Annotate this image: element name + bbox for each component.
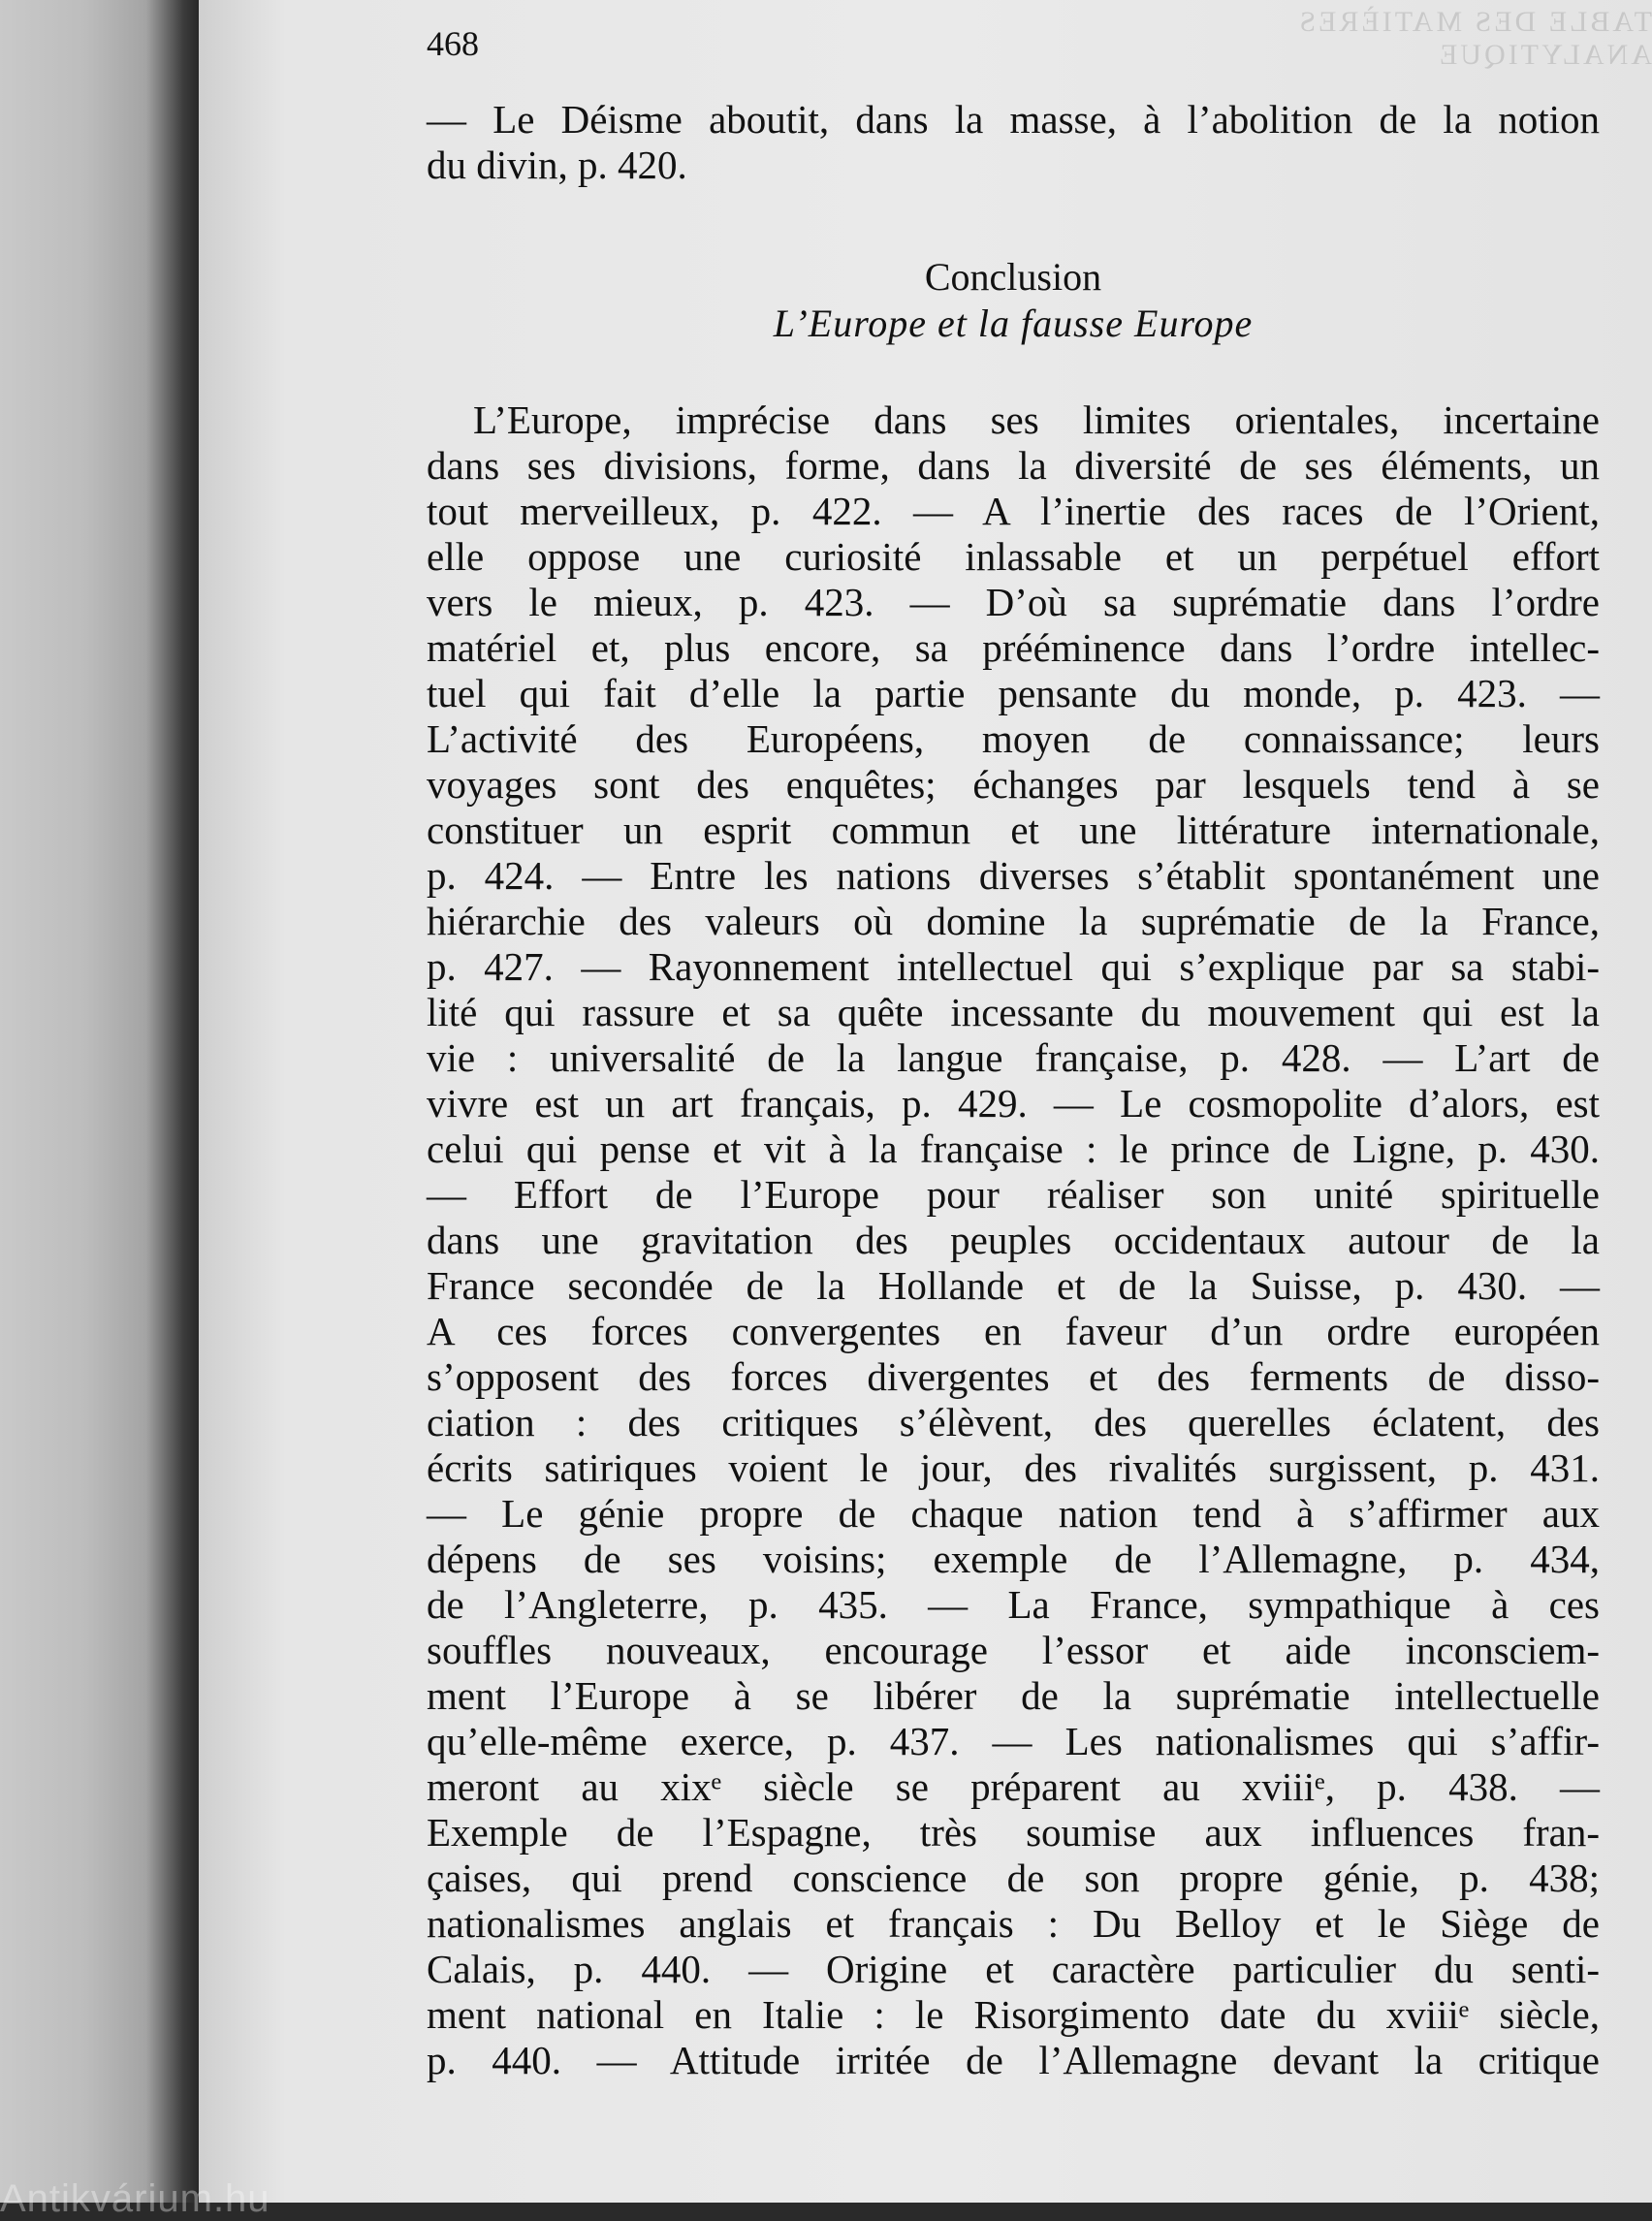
body-line: — Effort de l’Europe pour réaliser son unité spirituelle — [427, 1172, 1600, 1217]
book-binding-shadow — [0, 0, 208, 2203]
lead-line: — Le Déisme aboutit, dans la masse, à l’abolition de la notion — [427, 97, 1600, 142]
body-line: dans ses divisions, forme, dans la diversité de ses éléments, un — [427, 443, 1600, 488]
body-line: Exemple de l’Espagne, très soumise aux influences fran- — [427, 1810, 1600, 1855]
section-title: Conclusion — [924, 255, 1102, 299]
lead-line: du divin, p. 420. — [427, 143, 687, 187]
body-line: p. 424. — Entre les nations diverses s’établit spontanément une — [427, 853, 1600, 898]
body-line: de l’Angleterre, p. 435. — La France, sympathique à ces — [427, 1582, 1600, 1627]
body-line: qu’elle-même exerce, p. 437. — Les nationalismes qui s’affir- — [427, 1719, 1600, 1763]
body-line: souffles nouveaux, encourage l’essor et aide inconsciem- — [427, 1628, 1600, 1672]
body-line: constituer un esprit commun et une littérature internationale, — [427, 808, 1600, 852]
body-line: L’Europe, imprécise dans ses limites orientales, incertaine — [473, 397, 1600, 442]
body-line: dépens de ses voisins; exemple de l’Allemagne, p. 434, — [427, 1537, 1600, 1581]
body-line: nationalismes anglais et français : Du Belloy et le Siège de — [427, 1901, 1600, 1946]
body-line: s’opposent des forces divergentes et des ferments de disso- — [427, 1354, 1600, 1399]
body-line: — Le génie propre de chaque nation tend à s’affirmer aux — [427, 1491, 1600, 1536]
body-line: écrits satiriques voient le jour, des rivalités surgissent, p. 431. — [427, 1445, 1600, 1490]
body-line: vie : universalité de la langue française, p. 428. — L’art de — [427, 1035, 1600, 1080]
body-line: dans une gravitation des peuples occidentaux autour de la — [427, 1218, 1600, 1262]
page-number: 468 — [427, 24, 479, 63]
body-line: tout merveilleux, p. 422. — A l’inertie des races de l’Orient, — [427, 489, 1600, 533]
body-line: lité qui rassure et sa quête incessante du mouvement qui est la — [427, 990, 1600, 1034]
body-line: p. 427. — Rayonnement intellectuel qui s’explique par sa stabi- — [427, 944, 1600, 989]
section-subtitle: L’Europe et la fausse Europe — [773, 301, 1254, 345]
body-line: p. 440. — Attitude irritée de l’Allemagne devant la critique — [427, 2038, 1600, 2082]
running-head-bleedthrough: TABLE DES MATIÈRES ANALYTIQUE — [1296, 6, 1652, 71]
body-line: France secondée de la Hollande et de la Suisse, p. 430. — — [427, 1263, 1600, 1308]
body-line: ment national en Italie : le Risorgimento date du xviiiᵉ siècle, — [427, 1992, 1600, 2037]
body-line: tuel qui fait d’elle la partie pensante du monde, p. 423. — — [427, 671, 1600, 715]
lead-paragraph — [427, 97, 1600, 188]
body-line: meront au xixᵉ siècle se préparent au xviiiᵉ, p. 438. — — [427, 1764, 1600, 1809]
body-line: ciation : des critiques s’élèvent, des querelles éclatent, des — [427, 1400, 1600, 1444]
body-line: elle oppose une curiosité inlassable et un perpétuel effort — [427, 534, 1600, 579]
text-block — [427, 97, 1600, 2083]
body-line: voyages sont des enquêtes; échanges par lesquels tend à se — [427, 762, 1600, 807]
body-line: vers le mieux, p. 423. — D’où sa suprématie dans l’ordre — [427, 580, 1600, 624]
watermark: Antikvárium.hu — [0, 2177, 270, 2220]
body-line: celui qui pense et vit à la française : le prince de Ligne, p. 430. — [427, 1126, 1600, 1171]
body-line: çaises, qui prend conscience de son propre génie, p. 438; — [427, 1856, 1600, 1900]
body-paragraph — [427, 397, 1600, 2083]
body-line: L’activité des Européens, moyen de connaissance; leurs — [427, 716, 1600, 761]
body-line: Calais, p. 440. — Origine et caractère particulier du senti- — [427, 1947, 1600, 1991]
body-line: ment l’Europe à se libérer de la suprématie intellectuelle — [427, 1673, 1600, 1718]
body-line: matériel et, plus encore, sa prééminence dans l’ordre intellec- — [427, 625, 1600, 670]
body-line: hiérarchie des valeurs où domine la suprématie de la France, — [427, 899, 1600, 943]
body-line: A ces forces convergentes en faveur d’un ordre européen — [427, 1309, 1600, 1353]
body-line: vivre est un art français, p. 429. — Le cosmopolite d’alors, est — [427, 1081, 1600, 1126]
